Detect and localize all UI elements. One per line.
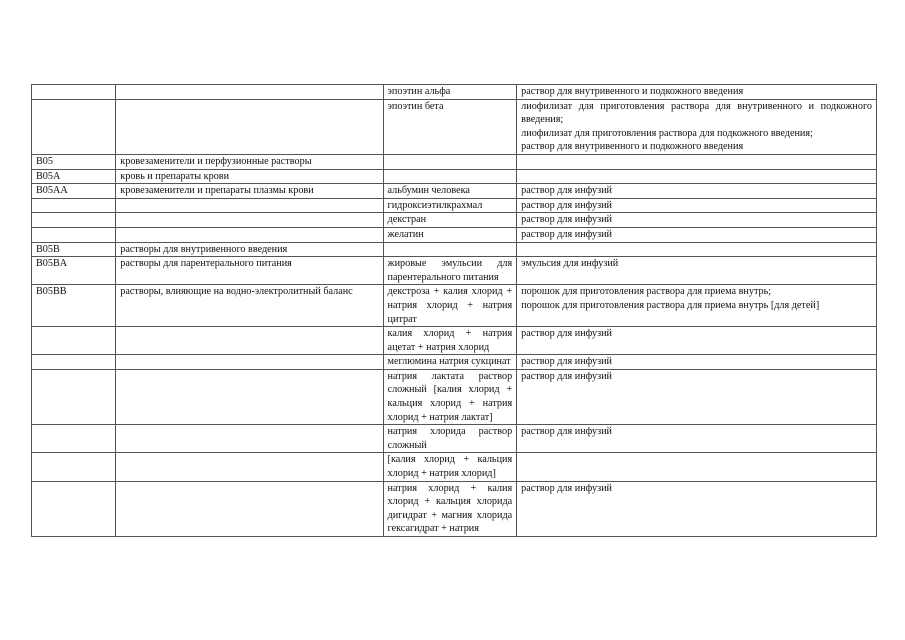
group-name-cell [116, 327, 383, 355]
dosage-form-cell [517, 369, 877, 424]
dosage-form-cell [517, 481, 877, 536]
drug-name-cell: декстран [383, 213, 517, 228]
drug-name-cell: [калия хлорид + кальция хлорид + натрия хлорид] [383, 453, 517, 481]
dosage-form-cell [517, 242, 877, 257]
dosage-form-cell [517, 257, 877, 285]
group-name-cell [116, 198, 383, 213]
table-row [32, 227, 877, 242]
group-name-cell: кровь и препараты крови [116, 169, 383, 184]
dosage-form-line: эмульсия для инфузий [521, 258, 619, 270]
group-name-cell [116, 213, 383, 228]
drug-name-cell: натрия хлорида раствор сложный [383, 425, 517, 453]
table-row [32, 184, 877, 199]
dosage-form-line: раствор для инфузий [521, 214, 613, 226]
dosage-form-cell [517, 227, 877, 242]
dosage-form-line: лиофилизат для приготовления раствора для внутривенного и подкожного введения; [521, 100, 872, 126]
drug-name-cell: альбумин человека [383, 184, 517, 199]
atc-code-cell: B05B [32, 242, 116, 257]
table-row [32, 198, 877, 213]
table-row [32, 242, 877, 257]
atc-code-cell: B05BB [32, 285, 116, 327]
dosage-form-line: раствор для внутривенного и подкожного введения [521, 141, 744, 153]
atc-code-cell [32, 425, 116, 453]
table-row [32, 355, 877, 370]
table-row [32, 257, 877, 285]
dosage-form-cell [517, 213, 877, 228]
group-name-cell [116, 227, 383, 242]
dosage-form-cell [517, 285, 877, 327]
dosage-form-cell [517, 85, 877, 100]
drug-name-cell: жировые эмульсии для парентерального питания [383, 257, 517, 285]
table-row [32, 453, 877, 481]
group-name-cell [116, 355, 383, 370]
dosage-form-cell [517, 355, 877, 370]
dosage-form-line: порошок для приготовления раствора для приема внутрь [для детей] [521, 299, 820, 311]
table-row [32, 327, 877, 355]
dosage-form-line: раствор для инфузий [521, 426, 613, 438]
drug-name-cell: эпоэтин альфа [383, 85, 517, 100]
group-name-cell [116, 453, 383, 481]
atc-code-cell: B05AA [32, 184, 116, 199]
dosage-form-cell [517, 99, 877, 154]
group-name-cell: кровезаменители и перфузионные растворы [116, 154, 383, 169]
table-row [32, 369, 877, 424]
dosage-form-cell [517, 327, 877, 355]
group-name-cell [116, 99, 383, 154]
dosage-form-line: раствор для инфузий [521, 185, 613, 197]
atc-code-cell: B05BA [32, 257, 116, 285]
group-name-cell [116, 425, 383, 453]
table-row [32, 85, 877, 100]
atc-code-cell [32, 453, 116, 481]
drug-name-cell: декстроза + калия хлорид + натрия хлорид + натрия цитрат [383, 285, 517, 327]
atc-code-cell [32, 99, 116, 154]
dosage-form-line: раствор для инфузий [521, 328, 613, 340]
table-row [32, 213, 877, 228]
group-name-cell: кровезаменители и препараты плазмы крови [116, 184, 383, 199]
atc-code-cell [32, 481, 116, 536]
drug-name-cell: калия хлорид + натрия ацетат + натрия хлорид [383, 327, 517, 355]
dosage-form-line: раствор для инфузий [521, 482, 613, 494]
table-body [32, 85, 877, 537]
atc-code-cell [32, 227, 116, 242]
drug-name-cell: меглюмина натрия сукцинат [383, 355, 517, 370]
table-row [32, 425, 877, 453]
atc-code-cell [32, 85, 116, 100]
drug-name-cell: натрия хлорид + калия хлорид + кальция хлорида дигидрат + магния хлорида гексагидрат + натрия [383, 481, 517, 536]
drug-list-table [31, 84, 877, 537]
group-name-cell [116, 481, 383, 536]
dosage-form-cell [517, 154, 877, 169]
dosage-form-line: раствор для инфузий [521, 228, 613, 240]
drug-name-cell [383, 169, 517, 184]
drug-name-cell [383, 242, 517, 257]
dosage-form-cell [517, 198, 877, 213]
dosage-form-cell [517, 184, 877, 199]
table-row [32, 154, 877, 169]
group-name-cell: растворы, влияющие на водно-электролитный баланс [116, 285, 383, 327]
drug-name-cell: натрия лактата раствор сложный [калия хлорид + кальция хлорид + натрия хлорид + натрия лактат] [383, 369, 517, 424]
drug-name-cell: эпоэтин бета [383, 99, 517, 154]
atc-code-cell [32, 327, 116, 355]
dosage-form-line: раствор для инфузий [521, 199, 613, 211]
group-name-cell [116, 85, 383, 100]
atc-code-cell: B05 [32, 154, 116, 169]
atc-code-cell [32, 355, 116, 370]
table-row [32, 285, 877, 327]
dosage-form-cell [517, 169, 877, 184]
atc-code-cell [32, 369, 116, 424]
atc-code-cell [32, 213, 116, 228]
table-row [32, 481, 877, 536]
dosage-form-line: раствор для внутривенного и подкожного введения [521, 86, 744, 97]
atc-code-cell: B05A [32, 169, 116, 184]
table-row [32, 99, 877, 154]
table-row [32, 169, 877, 184]
drug-name-cell [383, 154, 517, 169]
group-name-cell: растворы для внутривенного введения [116, 242, 383, 257]
drug-name-cell: желатин [383, 227, 517, 242]
dosage-form-cell [517, 453, 877, 481]
atc-code-cell [32, 198, 116, 213]
dosage-form-line: лиофилизат для приготовления раствора для подкожного введения; [521, 127, 813, 139]
dosage-form-line: раствор для инфузий [521, 370, 613, 382]
group-name-cell [116, 369, 383, 424]
dosage-form-cell [517, 425, 877, 453]
dosage-form-line: порошок для приготовления раствора для приема внутрь; [521, 286, 772, 298]
group-name-cell: растворы для парентерального питания [116, 257, 383, 285]
dosage-form-line: раствор для инфузий [521, 356, 613, 368]
drug-name-cell: гидроксиэтилкрахмал [383, 198, 517, 213]
